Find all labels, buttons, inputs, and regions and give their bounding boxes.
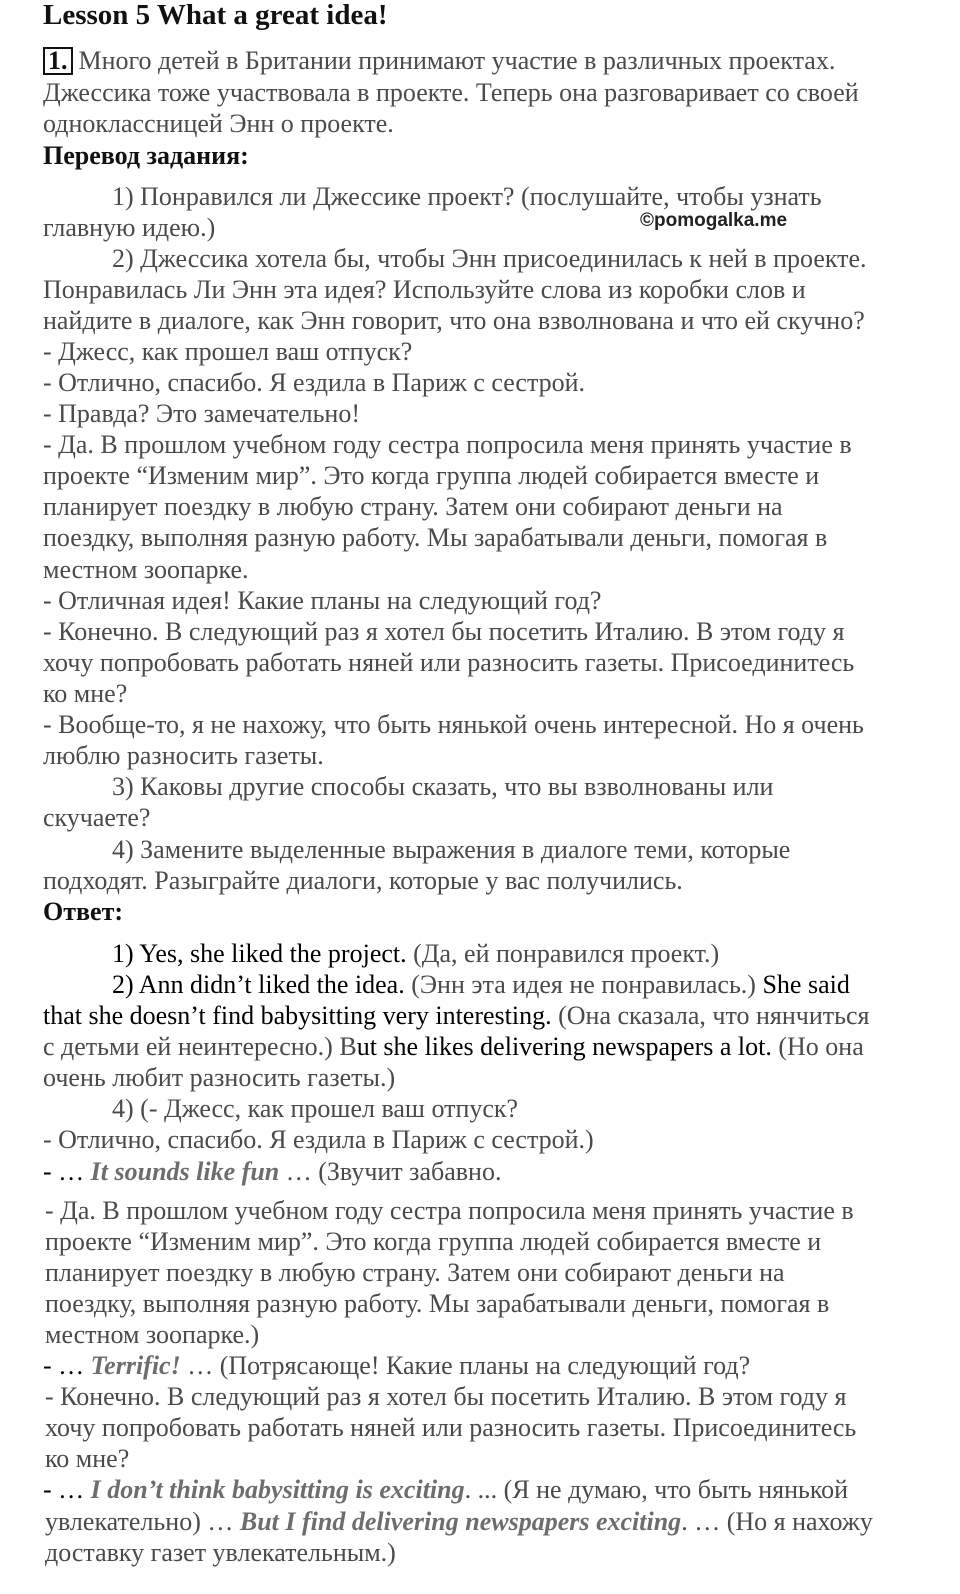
answer-line-terrific: - … Terrific! … (Потрясающе! Какие планы на следующий год? bbox=[43, 1351, 751, 1380]
translation-line: 1) Понравился ли Джессике проект? (послушайте, чтобы узнать bbox=[112, 182, 822, 211]
answer-para-line: проекте “Изменим мир”. Это когда группа людей собирается вместе и bbox=[45, 1227, 822, 1256]
translation-line: - Вообще-то, я не нахожу, что быть нянькой очень интересной. Но я очень bbox=[43, 710, 864, 739]
answer-header: Ответ: bbox=[43, 897, 124, 926]
translation-line: - Джесс, как прошел ваш отпуск? bbox=[43, 337, 413, 366]
intro-line-2: Джессика тоже участвовала в проекте. Теперь она разговаривает со своей bbox=[43, 78, 859, 107]
highlight-phrase: Terrific! bbox=[90, 1351, 181, 1380]
answer-para-line: поездку, выполняя разную работу. Мы зарабатывали деньги, помогая в bbox=[45, 1289, 830, 1318]
translation-line: Понравилась Ли Энн эта идея? Используйте слова из коробки слов и bbox=[43, 275, 806, 304]
answer-line-last-1: - … I don’t think babysitting is exciting. ... (Я не думаю, что быть нянькой bbox=[43, 1475, 849, 1504]
translation-line: 2) Джессика хотела бы, чтобы Энн присоединилась к ней в проекте. bbox=[112, 244, 867, 273]
highlight-phrase: But I find delivering newspapers exciting bbox=[239, 1507, 682, 1536]
highlight-phrase: It sounds like fun bbox=[90, 1157, 280, 1186]
answer-para-line: - Да. В прошлом учебном году сестра попросила меня принять участие в bbox=[45, 1196, 854, 1225]
translation-line: скучаете? bbox=[43, 803, 151, 832]
answer-line-5: очень любит разносить газеты.) bbox=[43, 1063, 396, 1092]
answer-line-1: 1) Yes, she liked the project. (Да, ей понравился проект.) bbox=[112, 939, 720, 968]
answer-para-line: хочу попробовать работать няней или разносить газеты. Присоединитесь bbox=[45, 1413, 857, 1442]
translation-line: проекте “Изменим мир”. Это когда группа людей собирается вместе и bbox=[43, 461, 820, 490]
translation-line: - Правда? Это замечательно! bbox=[43, 399, 361, 428]
translation-line: ко мне? bbox=[43, 679, 128, 708]
translation-header: Перевод задания: bbox=[43, 141, 249, 170]
translation-line: - Конечно. В следующий раз я хотел бы посетить Италию. В этом году я bbox=[43, 617, 845, 646]
translation-line: - Отличная идея! Какие планы на следующий год? bbox=[43, 586, 602, 615]
answer-line-8: - … It sounds like fun … (Звучит забавно. bbox=[43, 1157, 502, 1186]
answer-line-6: 4) (- Джесс, как прошел ваш отпуск? bbox=[112, 1094, 519, 1123]
task-number-badge: 1. bbox=[43, 47, 73, 75]
translation-line: хочу попробовать работать няней или разносить газеты. Присоединитесь bbox=[43, 648, 855, 677]
intro-line-3: одноклассницей Энн о проекте. bbox=[43, 109, 394, 138]
translation-line: планирует поездку в любую страну. Затем они собирают деньги на bbox=[43, 492, 783, 521]
answer-line-last-3: доставку газет увлекательным.) bbox=[45, 1538, 396, 1567]
answer-para-line: планирует поездку в любую страну. Затем они собирают деньги на bbox=[45, 1258, 785, 1287]
watermark: ©pomogalka.me bbox=[640, 210, 788, 231]
answer-para-line: местном зоопарке.) bbox=[45, 1320, 260, 1349]
translation-line: подходят. Разыграйте диалоги, которые у вас получились. bbox=[43, 866, 683, 895]
translation-line: - Да. В прошлом учебном году сестра попросила меня принять участие в bbox=[43, 430, 852, 459]
translation-line: 3) Каковы другие способы сказать, что вы взволнованы или bbox=[112, 772, 774, 801]
answer-line-7: - Отлично, спасибо. Я ездила в Париж с сестрой.) bbox=[43, 1125, 594, 1154]
translation-line: - Отлично, спасибо. Я ездила в Париж с сестрой. bbox=[43, 368, 586, 397]
answer-line-2: 2) Ann didn’t liked the idea. (Энн эта идея не понравилась.) She said bbox=[112, 970, 850, 999]
answer-line-last-2: увлекательно) … But I find delivering newspapers exciting. … (Но я нахожу bbox=[45, 1507, 873, 1536]
translation-line: люблю разносить газеты. bbox=[43, 741, 324, 770]
translation-line: главную идею.) bbox=[43, 213, 216, 242]
highlight-phrase: I don’t think babysitting is exciting bbox=[90, 1475, 465, 1504]
translation-line: найдите в диалоге, как Энн говорит, что она взволнована и что ей скучно? bbox=[43, 306, 865, 335]
translation-line: местном зоопарке. bbox=[43, 555, 249, 584]
translation-line: 4) Замените выделенные выражения в диалоге теми, которые bbox=[112, 835, 791, 864]
answer-para-line: ко мне? bbox=[45, 1444, 130, 1473]
translation-line: поездку, выполняя разную работу. Мы зарабатывали деньги, помогая в bbox=[43, 523, 828, 552]
intro-line-1: 1. Много детей в Британии принимают участие в различных проектах. bbox=[43, 46, 835, 76]
answer-line-3: that she doesn’t find babysitting very interesting. (Она сказала, что нянчиться bbox=[43, 1001, 870, 1030]
answer-para-line: - Конечно. В следующий раз я хотел бы посетить Италию. В этом году я bbox=[45, 1382, 847, 1411]
lesson-title: Lesson 5 What a great idea! bbox=[43, 0, 388, 31]
answer-line-4: с детьми ей неинтересно.) But she likes delivering newspapers a lot. (Но она bbox=[43, 1032, 864, 1061]
